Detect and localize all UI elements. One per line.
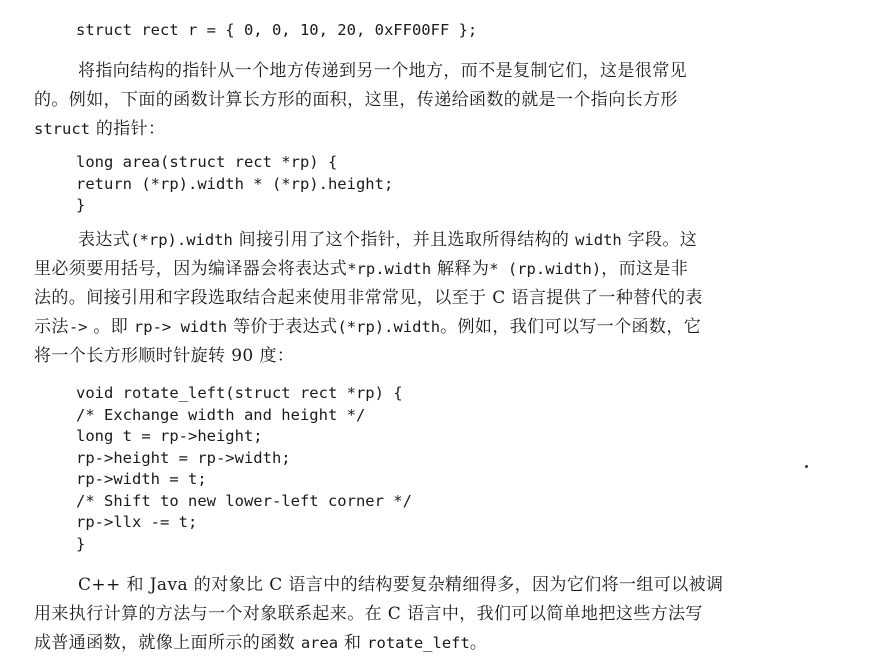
text-line [34,629,840,658]
text-line: 的。例如，下面的函数计算长方形的面积，这里，传递给函数的就是一个指向长方形 [34,90,678,110]
text: 间接引用了这个指针，并且选取所得结构的 [238,230,570,250]
text-line: 法的。间接引用和字段选取结合起来使用非常常见，以至于 C 语言提供了一种替代的表 [34,288,703,308]
code-line: return (*rp).width * (*rp).height; [76,174,394,193]
code-line: /* Shift to new lower-left corner */ [76,491,412,510]
code-line: } [76,534,86,553]
text: 等价于表达式 [233,317,338,337]
text: 里必须要用括号，因为编译器会将表达式 [34,259,348,279]
code-line: /* Exchange width and height */ [76,405,366,424]
inline-code: -> [68,318,88,336]
code-line: struct rect r = { 0, 0, 10, 20, 0xFF00FF }; [76,21,478,39]
code-line: rp->llx -= t; [76,513,198,531]
inline-code: rotate_left [367,634,470,652]
rotate-left-function-code [76,383,412,555]
code-line: void rotate_left(struct rect *rp) { [76,384,403,402]
text-line [34,255,840,284]
paragraph-arrow-operator [34,226,840,371]
code-line: rp->height = rp->width; [76,448,291,467]
inline-code: rp-> width [133,318,228,336]
text-line: C++ 和 Java 的对象比 C 语言中的结构要复杂精细得多，因为它们将一组可以被调 [78,575,724,595]
text: 。例如，我们可以写一个函数，它 [440,317,702,337]
speck-mark [805,465,808,468]
text: 表达式 [78,230,131,250]
code-line: long t = rp->height; [76,427,263,445]
struct-init-code [76,20,477,42]
text: 解释为 [437,259,490,279]
inline-code: (*rp).width [130,231,233,249]
paragraph-pointer-passing [34,57,840,144]
text: 。 [469,633,488,653]
code-line: rp->width = t; [76,470,207,488]
text-line [34,226,840,255]
text: 字段。这 [627,230,698,250]
code-line: } [76,196,86,214]
text-line: 用来执行计算的方法与一个对象联系起来。在 C 语言中，我们可以简单地把这些方法写 [34,604,703,624]
text: 示法 [34,317,69,337]
inline-code: struct [34,120,90,138]
text-line [34,313,840,342]
inline-code: * (rp.width) [489,260,602,278]
inline-code: width [575,231,622,249]
text-line: 将指向结构的指针从一个地方传递到另一个地方，而不是复制它们，这是很常见 [78,61,687,81]
text: 成普通函数，就像上面所示的函数 [34,633,295,653]
paragraph-cpp-java [34,571,840,658]
inline-code: area [300,634,339,652]
code-line: long area(struct rect *rp) { [76,153,338,171]
text: ，而这是非 [601,259,689,279]
inline-code: (*rp).width [337,318,441,336]
text-line: 将一个长方形顺时针旋转 90 度： [34,346,295,366]
text: 。即 [93,317,129,337]
area-function-code [76,152,393,217]
inline-code: *rp.width [347,260,432,278]
text: 和 [343,633,362,653]
text: 的指针： [95,119,166,139]
text-line [34,115,840,144]
